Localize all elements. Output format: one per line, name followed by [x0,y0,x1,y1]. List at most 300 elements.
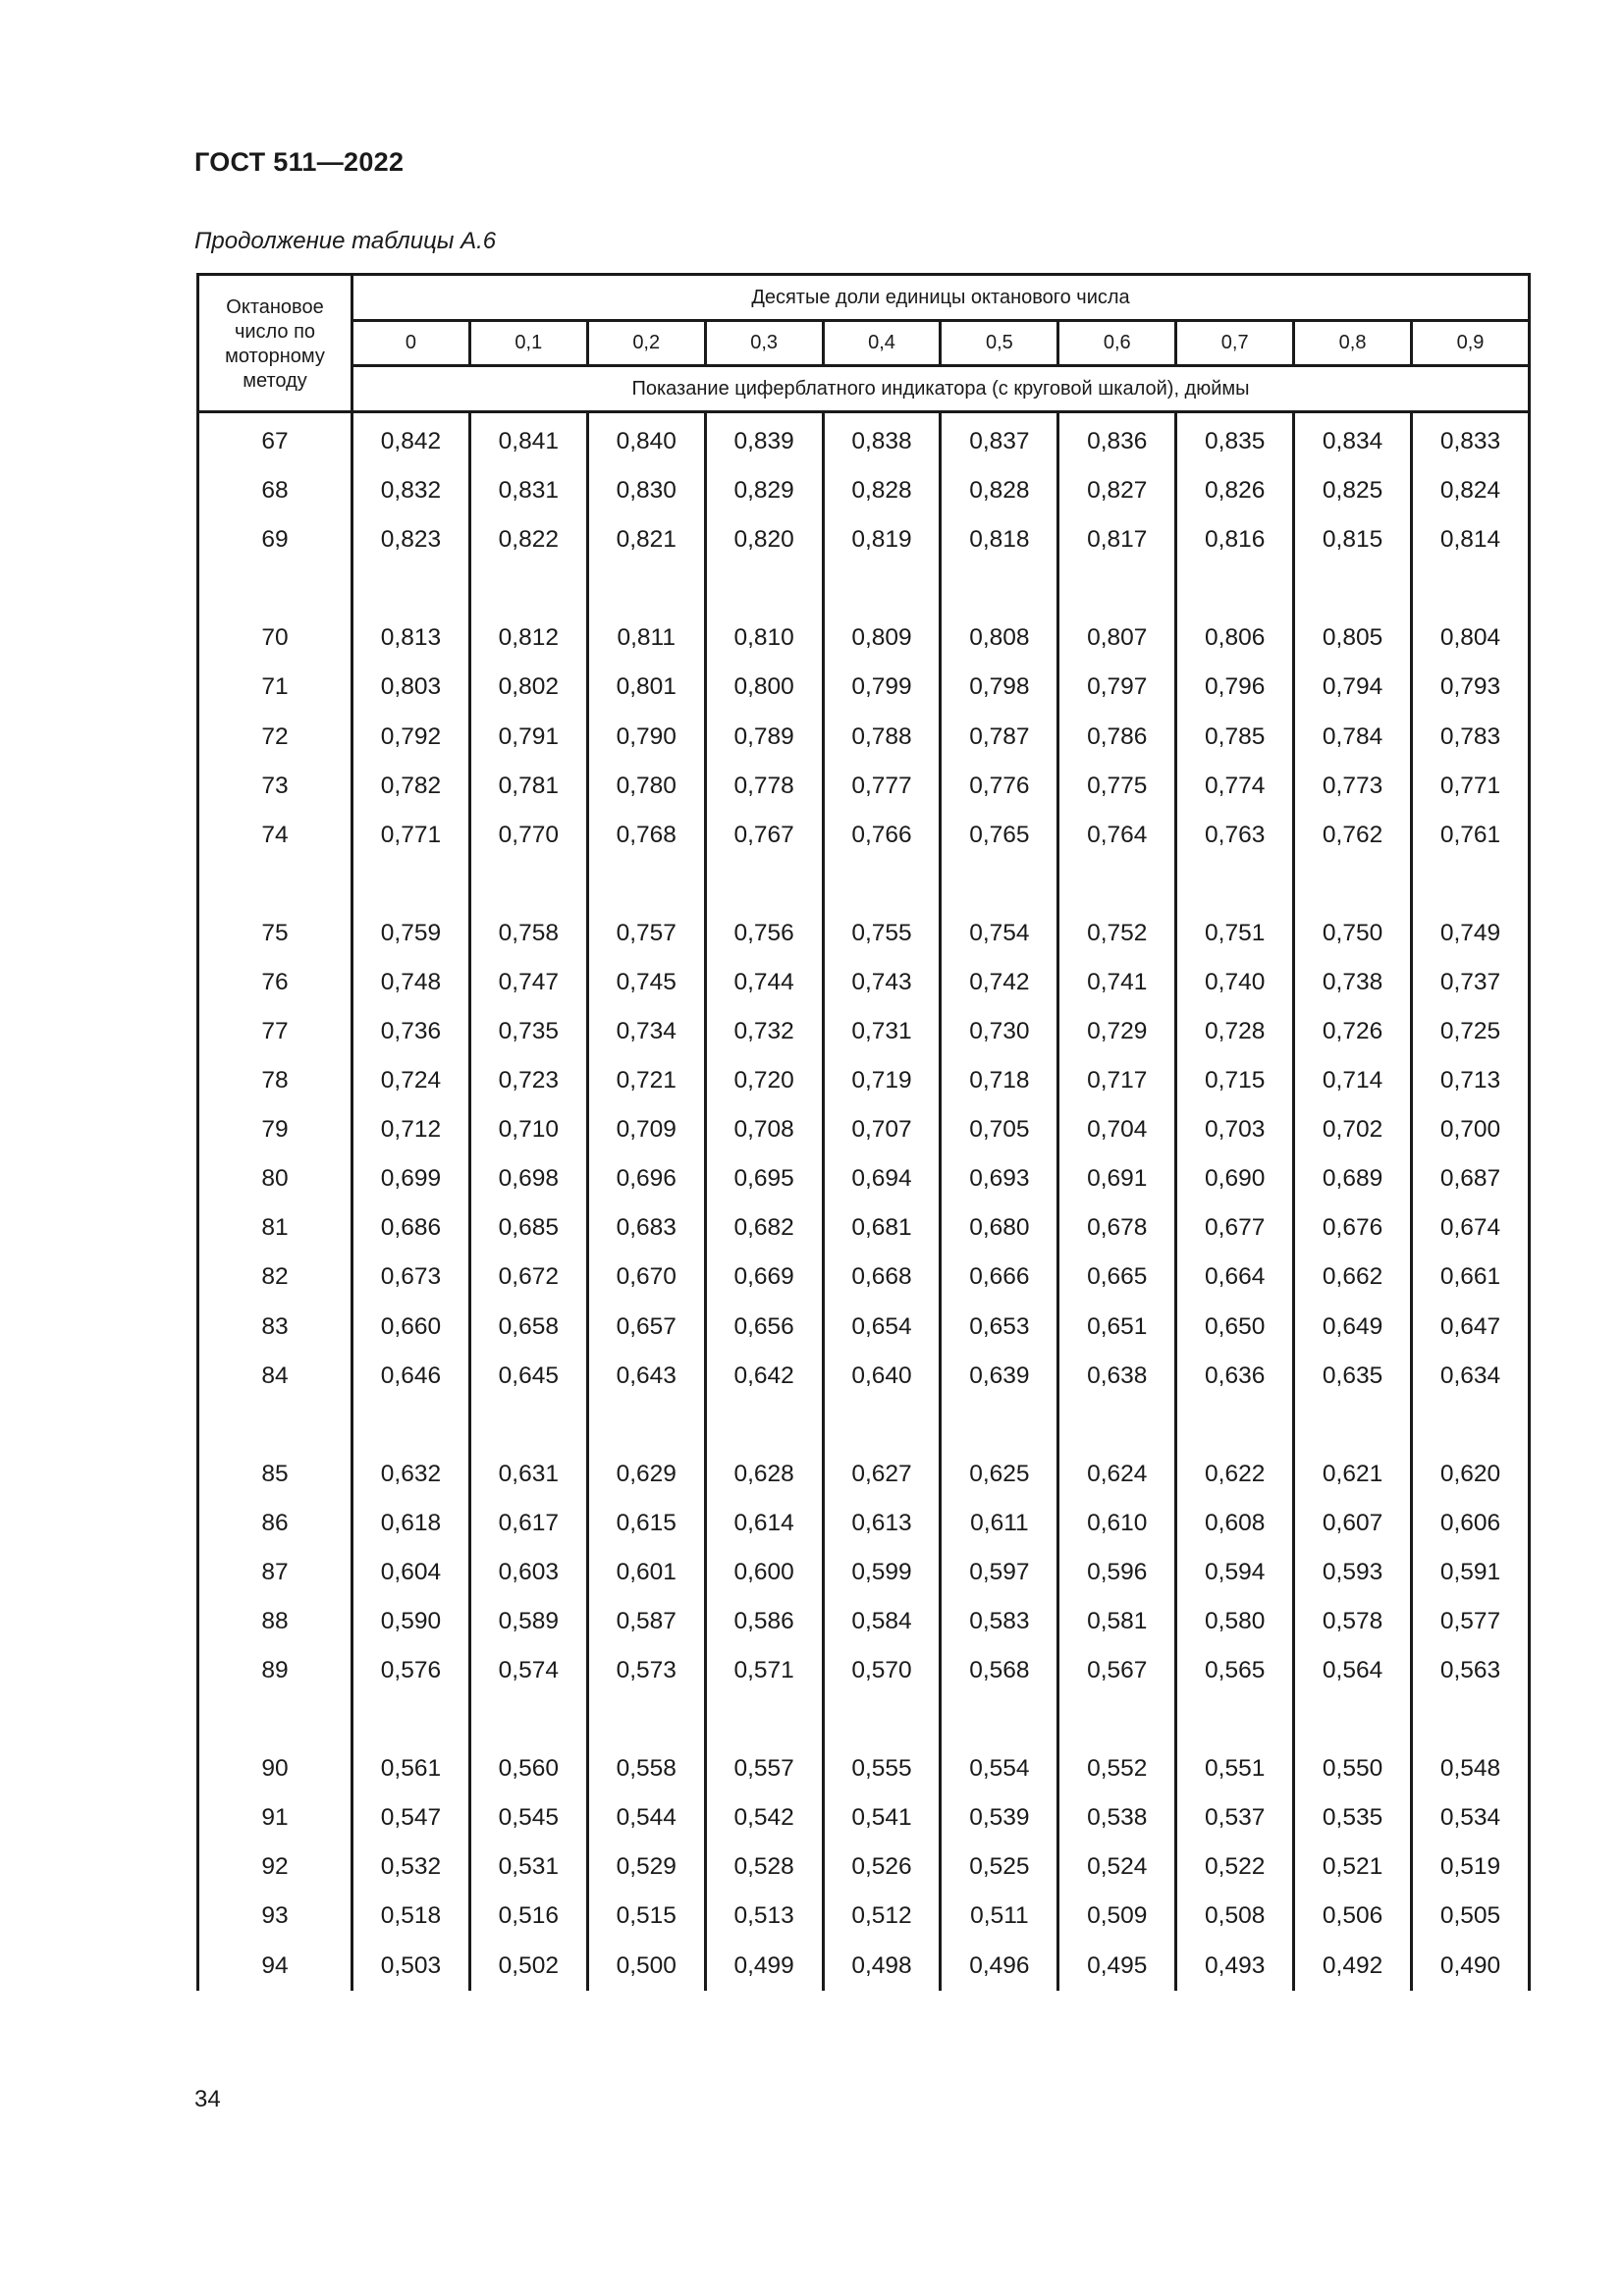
indicator-value-cell: 0,564 [1294,1646,1412,1695]
indicator-value-cell: 0,782 [352,762,470,811]
indicator-value-cell: 0,702 [1294,1105,1412,1154]
indicator-value-cell: 0,836 [1058,412,1176,467]
indicator-value-cell: 0,794 [1294,663,1412,712]
table-row [198,1548,1530,1597]
indicator-value-cell: 0,793 [1412,663,1530,712]
table-row [198,1499,1530,1548]
indicator-value-cell: 0,802 [469,663,587,712]
tenths-column-header: 0,9 [1412,321,1530,366]
indicator-value-cell: 0,694 [823,1154,941,1203]
indicator-value-cell: 0,809 [823,614,941,663]
indicator-value-cell: 0,583 [941,1597,1058,1646]
table-row [198,1450,1530,1499]
indicator-value-cell: 0,842 [352,412,470,467]
indicator-value-cell: 0,615 [587,1499,705,1548]
indicator-value-cell: 0,567 [1058,1646,1176,1695]
indicator-value-cell: 0,735 [469,1007,587,1056]
octane-column-header: Октановое число по моторному методу [198,275,352,412]
spacer-cell [705,1401,823,1450]
indicator-value-cell: 0,563 [1412,1646,1530,1695]
octane-cell: 74 [198,811,352,860]
indicator-value-cell: 0,552 [1058,1744,1176,1793]
spacer-cell [941,1401,1058,1450]
table-row [198,1744,1530,1793]
indicator-value-cell: 0,765 [941,811,1058,860]
spacer-cell [1412,564,1530,614]
indicator-value-cell: 0,690 [1176,1154,1294,1203]
indicator-value-cell: 0,607 [1294,1499,1412,1548]
octane-cell: 92 [198,1842,352,1892]
indicator-value-cell: 0,823 [352,515,470,564]
indicator-value-cell: 0,676 [1294,1203,1412,1253]
table-spacer-row [198,860,1530,909]
indicator-value-cell: 0,603 [469,1548,587,1597]
indicator-value-cell: 0,724 [352,1056,470,1105]
indicator-value-cell: 0,555 [823,1744,941,1793]
spacer-cell [1176,564,1294,614]
spacer-cell [823,564,941,614]
indicator-value-cell: 0,703 [1176,1105,1294,1154]
indicator-value-cell: 0,636 [1176,1352,1294,1401]
indicator-value-cell: 0,777 [823,762,941,811]
indicator-value-cell: 0,505 [1412,1892,1530,1941]
indicator-value-cell: 0,531 [469,1842,587,1892]
indicator-value-cell: 0,666 [941,1253,1058,1302]
indicator-value-cell: 0,673 [352,1253,470,1302]
indicator-value-cell: 0,728 [1176,1007,1294,1056]
indicator-value-cell: 0,713 [1412,1056,1530,1105]
indicator-value-cell: 0,544 [587,1793,705,1842]
indicator-value-cell: 0,805 [1294,614,1412,663]
indicator-value-cell: 0,628 [705,1450,823,1499]
indicator-value-cell: 0,574 [469,1646,587,1695]
octane-cell: 78 [198,1056,352,1105]
indicator-value-cell: 0,635 [1294,1352,1412,1401]
indicator-value-cell: 0,797 [1058,663,1176,712]
spacer-cell [1412,860,1530,909]
indicator-value-cell: 0,821 [587,515,705,564]
indicator-value-cell: 0,791 [469,712,587,761]
indicator-value-cell: 0,704 [1058,1105,1176,1154]
indicator-value-cell: 0,668 [823,1253,941,1302]
indicator-value-cell: 0,749 [1412,909,1530,958]
indicator-value-cell: 0,729 [1058,1007,1176,1056]
indicator-value-cell: 0,773 [1294,762,1412,811]
spacer-cell [469,860,587,909]
indicator-value-cell: 0,708 [705,1105,823,1154]
table-row [198,1303,1530,1352]
indicator-value-cell: 0,756 [705,909,823,958]
spacer-cell [823,1401,941,1450]
indicator-value-cell: 0,785 [1176,712,1294,761]
indicator-value-cell: 0,830 [587,466,705,515]
indicator-value-cell: 0,627 [823,1450,941,1499]
indicator-value-cell: 0,658 [469,1303,587,1352]
indicator-value-cell: 0,512 [823,1892,941,1941]
indicator-value-cell: 0,642 [705,1352,823,1401]
table-row [198,762,1530,811]
spacer-cell [198,1695,352,1744]
indicator-value-cell: 0,786 [1058,712,1176,761]
indicator-value-cell: 0,545 [469,1793,587,1842]
indicator-value-cell: 0,720 [705,1056,823,1105]
indicator-value-cell: 0,502 [469,1942,587,1991]
indicator-value-cell: 0,565 [1176,1646,1294,1695]
octane-cell: 77 [198,1007,352,1056]
indicator-value-cell: 0,685 [469,1203,587,1253]
indicator-value-cell: 0,808 [941,614,1058,663]
indicator-value-cell: 0,631 [469,1450,587,1499]
tenths-column-header: 0,4 [823,321,941,366]
indicator-value-cell: 0,796 [1176,663,1294,712]
indicator-value-cell: 0,766 [823,811,941,860]
indicator-value-cell: 0,558 [587,1744,705,1793]
indicator-value-cell: 0,629 [587,1450,705,1499]
indicator-value-cell: 0,780 [587,762,705,811]
octane-cell: 76 [198,958,352,1007]
tenths-column-header: 0,5 [941,321,1058,366]
indicator-value-cell: 0,499 [705,1942,823,1991]
octane-cell: 83 [198,1303,352,1352]
table-row [198,909,1530,958]
indicator-value-cell: 0,576 [352,1646,470,1695]
table-spacer-row [198,1401,1530,1450]
spacer-cell [352,860,470,909]
spacer-cell [1294,564,1412,614]
tenths-column-header: 0 [352,321,470,366]
indicator-value-cell: 0,604 [352,1548,470,1597]
spacer-cell [1176,1401,1294,1450]
indicator-value-cell: 0,819 [823,515,941,564]
indicator-value-cell: 0,573 [587,1646,705,1695]
indicator-value-cell: 0,774 [1176,762,1294,811]
indicator-value-cell: 0,707 [823,1105,941,1154]
spacer-cell [587,1695,705,1744]
page-number: 34 [194,2086,221,2112]
indicator-value-cell: 0,496 [941,1942,1058,1991]
indicator-value-cell: 0,790 [587,712,705,761]
indicator-value-cell: 0,741 [1058,958,1176,1007]
indicator-value-cell: 0,818 [941,515,1058,564]
tenths-column-header: 0,2 [587,321,705,366]
spacer-cell [705,860,823,909]
spacer-cell [1294,1695,1412,1744]
indicator-value-cell: 0,807 [1058,614,1176,663]
indicator-value-cell: 0,800 [705,663,823,712]
indicator-value-cell: 0,752 [1058,909,1176,958]
indicator-value-cell: 0,568 [941,1646,1058,1695]
indicator-value-cell: 0,840 [587,412,705,467]
indicator-value-cell: 0,787 [941,712,1058,761]
indicator-value-cell: 0,632 [352,1450,470,1499]
table-row [198,614,1530,663]
indicator-value-cell: 0,778 [705,762,823,811]
indicator-value-cell: 0,817 [1058,515,1176,564]
indicator-value-cell: 0,837 [941,412,1058,467]
tenths-column-header: 0,8 [1294,321,1412,366]
octane-cell: 72 [198,712,352,761]
spacer-cell [941,860,1058,909]
indicator-value-cell: 0,743 [823,958,941,1007]
indicator-value-cell: 0,535 [1294,1793,1412,1842]
octane-cell: 73 [198,762,352,811]
indicator-value-cell: 0,617 [469,1499,587,1548]
table-row [198,1842,1530,1892]
indicator-value-cell: 0,586 [705,1597,823,1646]
indicator-value-cell: 0,622 [1176,1450,1294,1499]
header-row-group [198,275,1530,321]
indicator-value-cell: 0,771 [1412,762,1530,811]
spacer-cell [587,860,705,909]
indicator-value-cell: 0,532 [352,1842,470,1892]
indicator-value-cell: 0,638 [1058,1352,1176,1401]
indicator-value-cell: 0,835 [1176,412,1294,467]
indicator-value-cell: 0,534 [1412,1793,1530,1842]
indicator-value-cell: 0,537 [1176,1793,1294,1842]
indicator-value-cell: 0,816 [1176,515,1294,564]
indicator-value-cell: 0,620 [1412,1450,1530,1499]
indicator-value-cell: 0,525 [941,1842,1058,1892]
indicator-value-cell: 0,755 [823,909,941,958]
indicator-value-cell: 0,599 [823,1548,941,1597]
tenths-column-header: 0,6 [1058,321,1176,366]
indicator-value-cell: 0,757 [587,909,705,958]
indicator-value-cell: 0,490 [1412,1942,1530,1991]
indicator-value-cell: 0,647 [1412,1303,1530,1352]
indicator-value-cell: 0,551 [1176,1744,1294,1793]
indicator-value-cell: 0,664 [1176,1253,1294,1302]
indicator-value-cell: 0,758 [469,909,587,958]
indicator-value-cell: 0,674 [1412,1203,1530,1253]
indicator-value-cell: 0,731 [823,1007,941,1056]
octane-cell: 85 [198,1450,352,1499]
table-row [198,1105,1530,1154]
indicator-value-cell: 0,653 [941,1303,1058,1352]
indicator-value-cell: 0,677 [1176,1203,1294,1253]
indicator-value-cell: 0,814 [1412,515,1530,564]
indicator-value-cell: 0,661 [1412,1253,1530,1302]
indicator-value-cell: 0,503 [352,1942,470,1991]
octane-cell: 90 [198,1744,352,1793]
indicator-value-cell: 0,554 [941,1744,1058,1793]
indicator-value-cell: 0,699 [352,1154,470,1203]
indicator-value-cell: 0,593 [1294,1548,1412,1597]
indicator-value-cell: 0,723 [469,1056,587,1105]
table-row [198,1597,1530,1646]
indicator-value-cell: 0,506 [1294,1892,1412,1941]
indicator-value-cell: 0,625 [941,1450,1058,1499]
indicator-value-cell: 0,820 [705,515,823,564]
indicator-value-cell: 0,541 [823,1793,941,1842]
indicator-value-cell: 0,601 [587,1548,705,1597]
octane-cell: 88 [198,1597,352,1646]
indicator-value-cell: 0,560 [469,1744,587,1793]
indicator-value-cell: 0,828 [823,466,941,515]
indicator-value-cell: 0,834 [1294,412,1412,467]
indicator-value-cell: 0,825 [1294,466,1412,515]
indicator-value-cell: 0,829 [705,466,823,515]
indicator-value-cell: 0,645 [469,1352,587,1401]
spacer-cell [587,1401,705,1450]
octane-cell: 94 [198,1942,352,1991]
indicator-value-cell: 0,621 [1294,1450,1412,1499]
indicator-value-cell: 0,736 [352,1007,470,1056]
spacer-cell [823,1695,941,1744]
table-row [198,466,1530,515]
tenths-column-header: 0,3 [705,321,823,366]
indicator-value-cell: 0,550 [1294,1744,1412,1793]
indicator-value-cell: 0,798 [941,663,1058,712]
indicator-value-cell: 0,681 [823,1203,941,1253]
spacer-cell [352,1401,470,1450]
spacer-cell [705,1695,823,1744]
indicator-value-cell: 0,799 [823,663,941,712]
indicator-value-cell: 0,643 [587,1352,705,1401]
indicator-value-cell: 0,529 [587,1842,705,1892]
indicator-value-cell: 0,822 [469,515,587,564]
spacer-cell [469,1401,587,1450]
indicator-value-cell: 0,811 [587,614,705,663]
table-row [198,1352,1530,1401]
indicator-value-cell: 0,683 [587,1203,705,1253]
indicator-value-cell: 0,524 [1058,1842,1176,1892]
indicator-value-cell: 0,700 [1412,1105,1530,1154]
spacer-cell [1176,1695,1294,1744]
indicator-value-cell: 0,725 [1412,1007,1530,1056]
table-row [198,412,1530,467]
indicator-value-cell: 0,611 [941,1499,1058,1548]
indicator-value-cell: 0,763 [1176,811,1294,860]
table-row [198,1056,1530,1105]
spacer-cell [469,1695,587,1744]
indicator-value-cell: 0,608 [1176,1499,1294,1548]
indicator-value-cell: 0,686 [352,1203,470,1253]
indicator-value-cell: 0,542 [705,1793,823,1842]
indicator-value-cell: 0,669 [705,1253,823,1302]
octane-cell: 69 [198,515,352,564]
indicator-value-cell: 0,801 [587,663,705,712]
indicator-value-cell: 0,828 [941,466,1058,515]
indicator-value-cell: 0,580 [1176,1597,1294,1646]
indicator-value-cell: 0,695 [705,1154,823,1203]
indicator-value-cell: 0,810 [705,614,823,663]
indicator-value-cell: 0,587 [587,1597,705,1646]
indicator-value-cell: 0,841 [469,412,587,467]
indicator-value-cell: 0,761 [1412,811,1530,860]
spacer-cell [705,564,823,614]
indicator-value-cell: 0,571 [705,1646,823,1695]
indicator-value-cell: 0,754 [941,909,1058,958]
indicator-value-cell: 0,649 [1294,1303,1412,1352]
spacer-cell [823,860,941,909]
indicator-value-cell: 0,613 [823,1499,941,1548]
indicator-value-cell: 0,670 [587,1253,705,1302]
indicator-value-cell: 0,768 [587,811,705,860]
indicator-value-cell: 0,618 [352,1499,470,1548]
indicator-value-cell: 0,665 [1058,1253,1176,1302]
indicator-value-cell: 0,806 [1176,614,1294,663]
spacer-cell [1294,860,1412,909]
table-row [198,712,1530,761]
indicator-value-cell: 0,498 [823,1942,941,1991]
indicator-value-cell: 0,832 [352,466,470,515]
indicator-value-cell: 0,709 [587,1105,705,1154]
table-row [198,1646,1530,1695]
indicator-value-cell: 0,839 [705,412,823,467]
indicator-value-cell: 0,815 [1294,515,1412,564]
table-row [198,811,1530,860]
indicator-value-cell: 0,526 [823,1842,941,1892]
indicator-value-cell: 0,789 [705,712,823,761]
indicator-value-cell: 0,596 [1058,1548,1176,1597]
indicator-value-cell: 0,718 [941,1056,1058,1105]
indicator-value-cell: 0,726 [1294,1007,1412,1056]
unit-header: Показание циферблатного индикатора (с круговой шкалой), дюймы [352,366,1530,412]
table-row [198,1007,1530,1056]
indicator-value-cell: 0,600 [705,1548,823,1597]
spacer-cell [352,1695,470,1744]
indicator-value-cell: 0,538 [1058,1793,1176,1842]
indicator-value-cell: 0,511 [941,1892,1058,1941]
octane-cell: 67 [198,412,352,467]
indicator-value-cell: 0,831 [469,466,587,515]
indicator-value-cell: 0,775 [1058,762,1176,811]
indicator-value-cell: 0,521 [1294,1842,1412,1892]
indicator-value-cell: 0,710 [469,1105,587,1154]
indicator-value-cell: 0,634 [1412,1352,1530,1401]
indicator-value-cell: 0,698 [469,1154,587,1203]
indicator-value-cell: 0,687 [1412,1154,1530,1203]
indicator-value-cell: 0,721 [587,1056,705,1105]
indicator-value-cell: 0,750 [1294,909,1412,958]
indicator-value-cell: 0,705 [941,1105,1058,1154]
octane-cell: 89 [198,1646,352,1695]
indicator-value-cell: 0,577 [1412,1597,1530,1646]
spacer-cell [941,1695,1058,1744]
indicator-value-cell: 0,792 [352,712,470,761]
table-header [198,275,1530,412]
indicator-value-cell: 0,714 [1294,1056,1412,1105]
table-row [198,1942,1530,1991]
octane-cell: 81 [198,1203,352,1253]
table-row [198,1793,1530,1842]
indicator-value-cell: 0,693 [941,1154,1058,1203]
indicator-value-cell: 0,803 [352,663,470,712]
indicator-value-cell: 0,578 [1294,1597,1412,1646]
table-row [198,515,1530,564]
octane-cell: 82 [198,1253,352,1302]
spacer-cell [198,564,352,614]
indicator-value-cell: 0,767 [705,811,823,860]
table-row [198,1253,1530,1302]
spacer-cell [1176,860,1294,909]
spacer-cell [1058,1401,1176,1450]
header-row-unit [198,366,1530,412]
indicator-value-cell: 0,730 [941,1007,1058,1056]
indicator-value-cell: 0,740 [1176,958,1294,1007]
indicator-value-cell: 0,680 [941,1203,1058,1253]
tenths-group-header: Десятые доли единицы октанового числа [352,275,1530,321]
indicator-value-cell: 0,584 [823,1597,941,1646]
indicator-value-cell: 0,784 [1294,712,1412,761]
indicator-value-cell: 0,492 [1294,1942,1412,1991]
indicator-value-cell: 0,838 [823,412,941,467]
spacer-cell [469,564,587,614]
indicator-value-cell: 0,689 [1294,1154,1412,1203]
indicator-value-cell: 0,656 [705,1303,823,1352]
table-spacer-row [198,1695,1530,1744]
table-caption: Продолжение таблицы А.6 [194,228,497,254]
